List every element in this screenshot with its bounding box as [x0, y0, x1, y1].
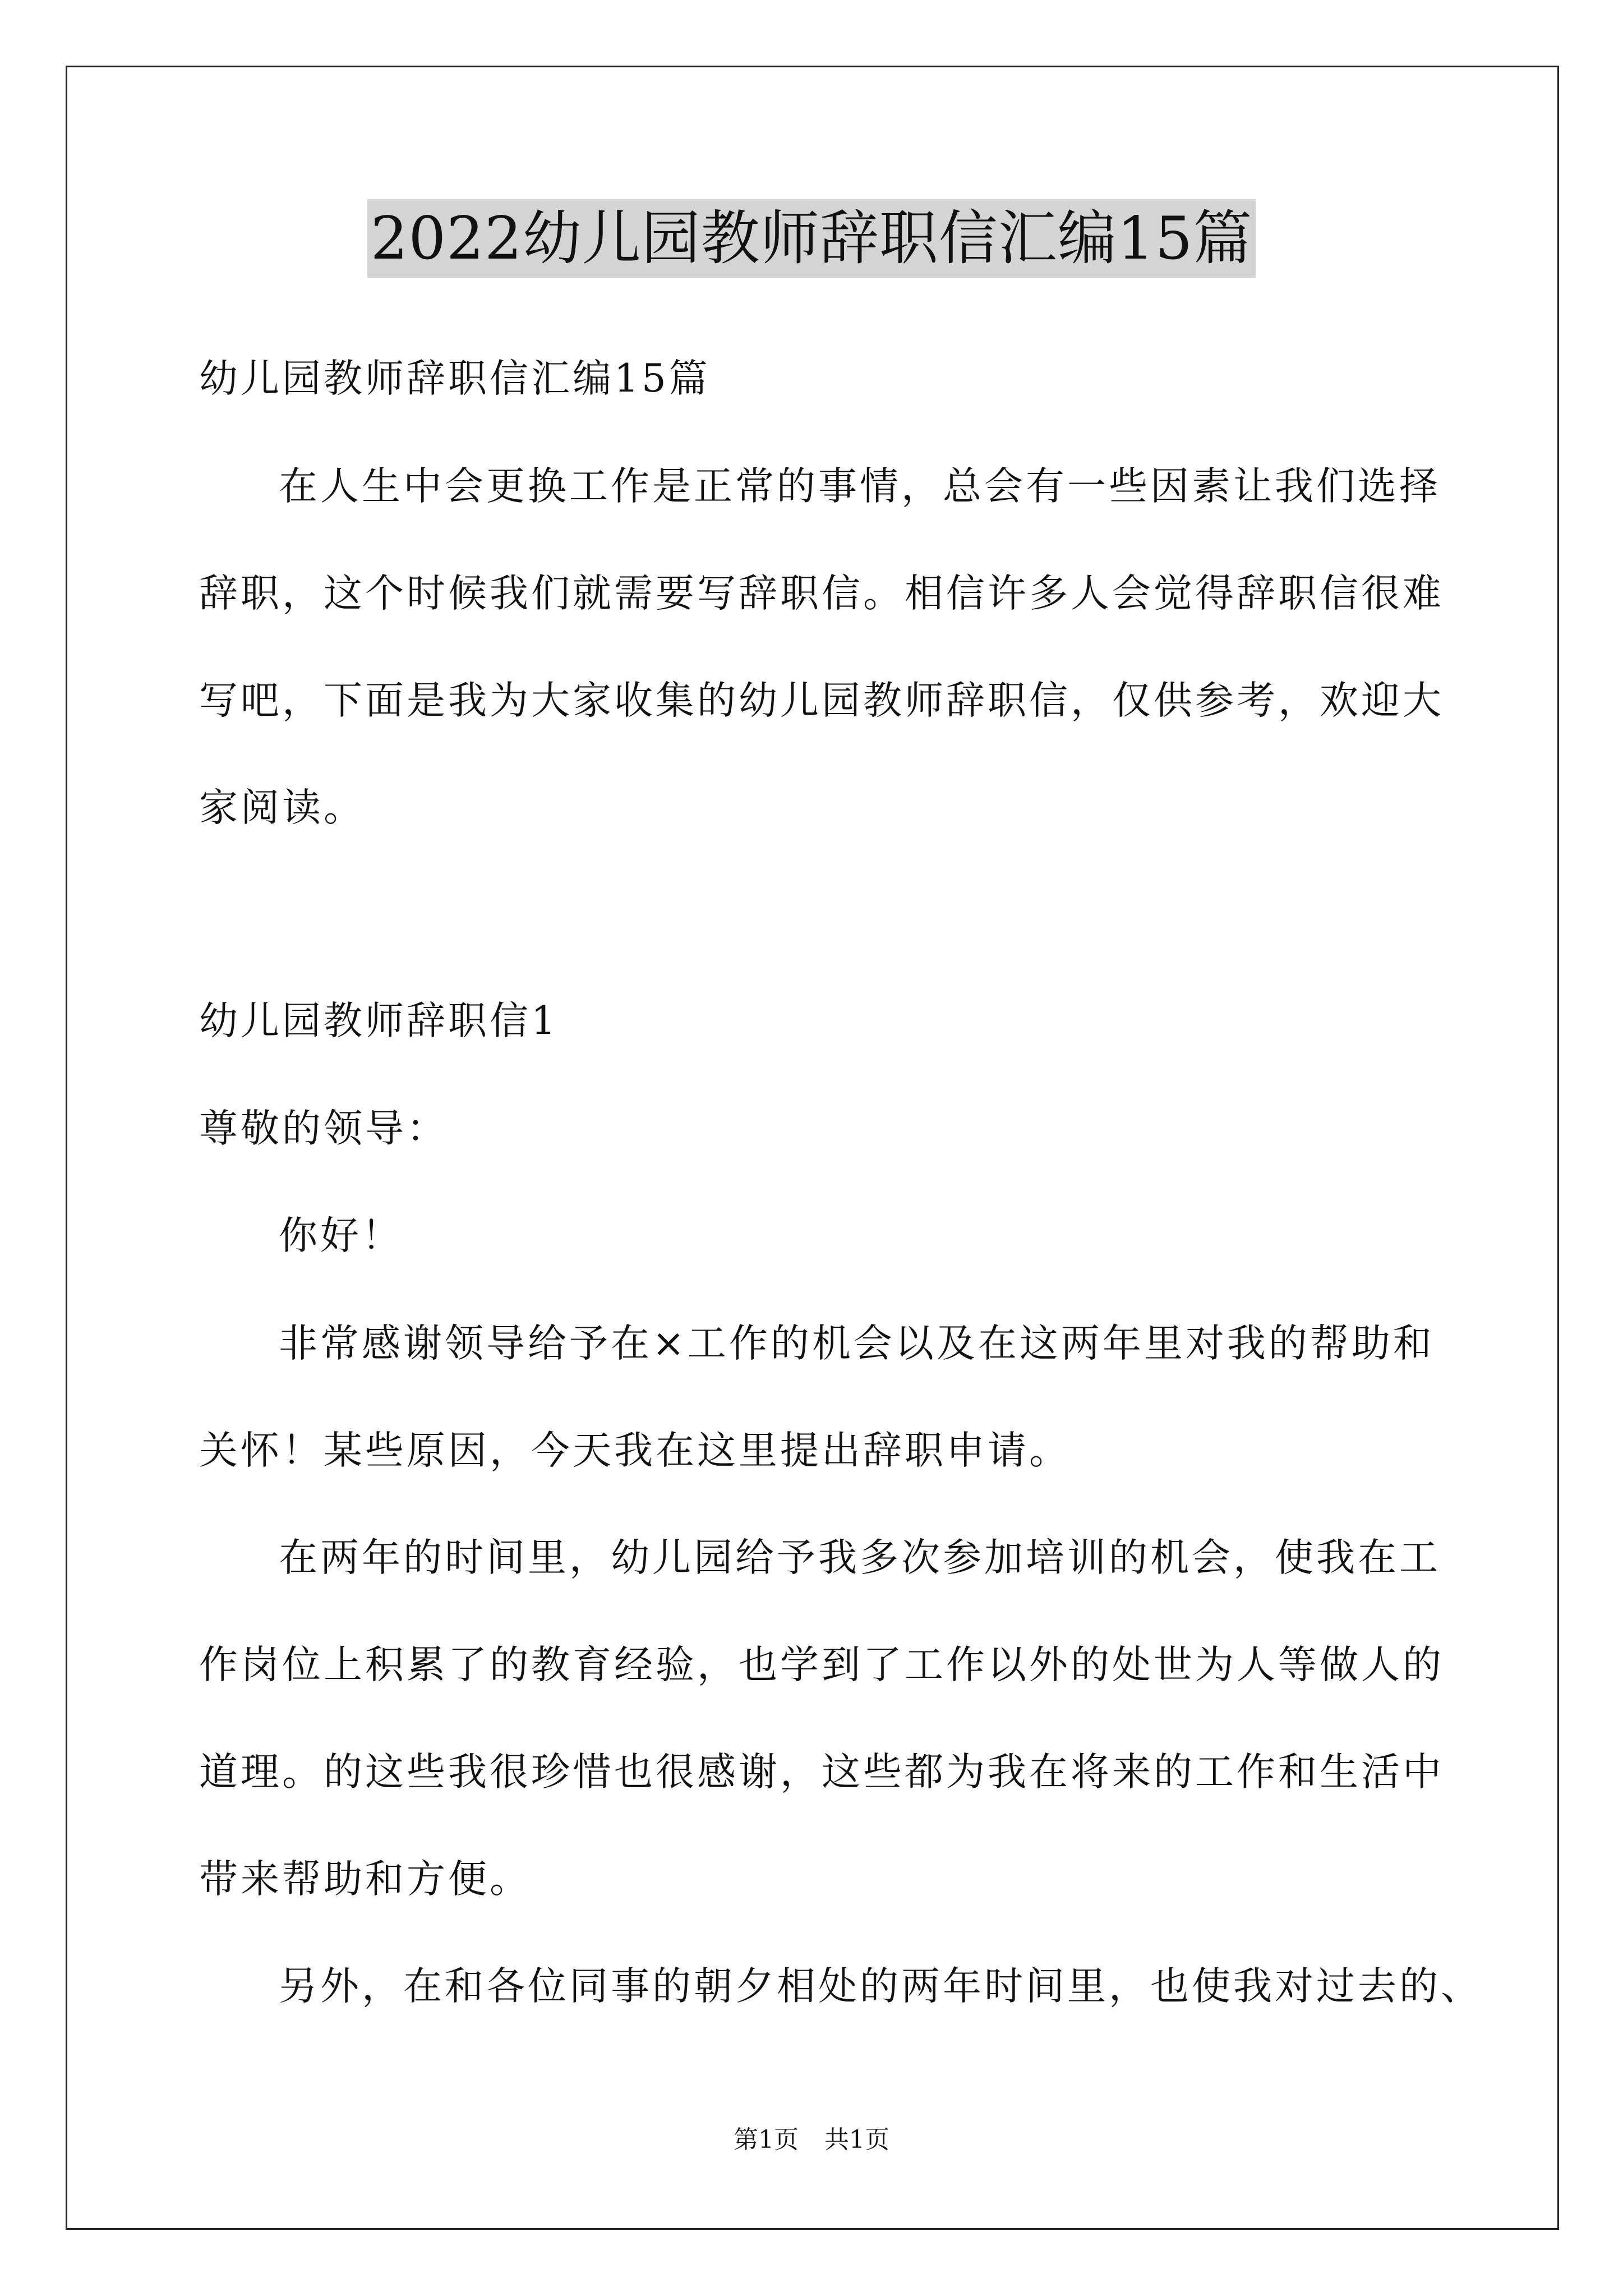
paragraph-line: 关怀！某些原因，今天我在这里提出辞职申请。: [199, 1428, 1071, 1473]
paragraph-line: 带来帮助和方便。: [199, 1857, 531, 1902]
paragraph-line: 非常感谢领导给予在×工作的机会以及在这两年里对我的帮助和: [279, 1321, 1435, 1366]
page-footer: [0, 2123, 1623, 2157]
page-total: 共1页: [824, 2125, 889, 2154]
paragraph-line: 写吧，下面是我为大家收集的幼儿园教师辞职信，仅供参考，欢迎大: [199, 678, 1444, 723]
paragraph-line: 道理。的这些我很珍惜也很感谢，这些都为我在将来的工作和生活中: [199, 1750, 1444, 1795]
document-title: 2022幼儿园教师辞职信汇编15篇: [367, 199, 1256, 278]
page-number: 第1页: [734, 2125, 799, 2154]
paragraph-line: 家阅读。: [199, 785, 365, 830]
paragraph-line: 辞职，这个时候我们就需要写辞职信。相信许多人会觉得辞职信很难: [199, 571, 1444, 616]
salutation: 尊敬的领导：: [199, 1106, 448, 1151]
paragraph-line: 另外，在和各位同事的朝夕相处的两年时间里，也使我对过去的、: [279, 1964, 1482, 2009]
paragraph-line: 在两年的时间里，幼儿园给予我多次参加培训的机会，使我在工: [279, 1535, 1441, 1580]
section-heading: 幼儿园教师辞职信1: [199, 999, 559, 1043]
title-block: [0, 199, 1623, 278]
greeting: 你好！: [279, 1213, 403, 1258]
paragraph-line: 在人生中会更换工作是正常的事情，总会有一些因素让我们选择: [279, 464, 1441, 509]
document-subtitle: 幼儿园教师辞职信汇编15篇: [199, 356, 711, 401]
paragraph-line: 作岗位上积累了的教育经验，也学到了工作以外的处世为人等做人的: [199, 1642, 1444, 1687]
